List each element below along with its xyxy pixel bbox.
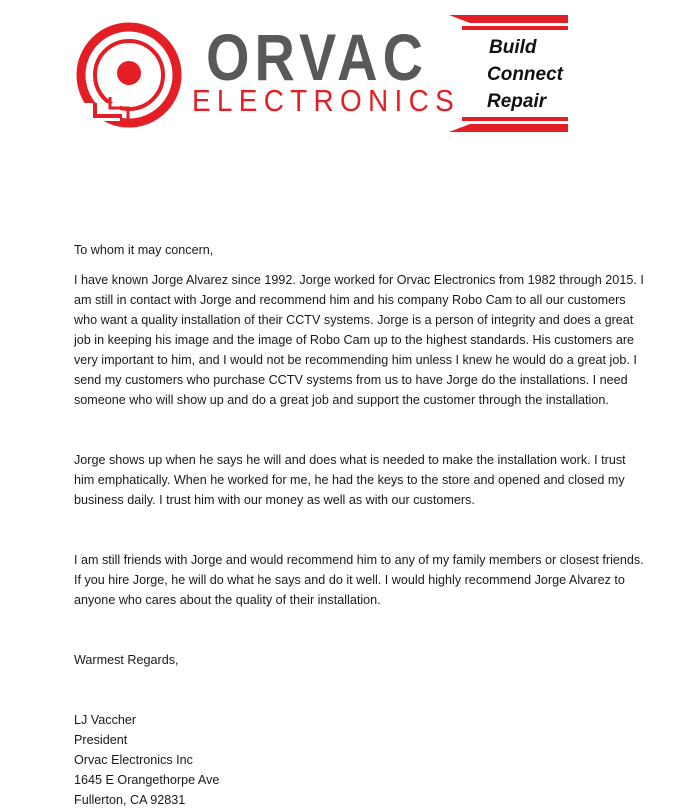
tagline-connect: Connect [487,64,563,85]
signer-title: President [74,733,128,747]
signature-block [74,710,644,810]
letterhead [0,0,699,150]
paragraph-1: I have known Jorge Alvarez since 1992. Jorge worked for Orvac Electronics from 1982 through 2015. I am still in contact with Jorge and recommend him and his company Robo Cam to all our customers who want a quality installation of their CCTV systems. Jorge is a person of integrity and does a great job in keeping his image and the image of Robo Cam up to the highest standards. His customers are very important to him, and I would not be recommending him unless I knew he would do a great job. I send my customers who purchase CCTV systems from us to have Jorge do the installations. I need someone who will show up and do a great job and support the customer through the installation. [74,273,644,407]
tagline-build: Build [489,37,537,58]
signer-name: LJ Vaccher [74,713,137,727]
brand-top-text: ORVAC [206,20,428,94]
paragraph-3: I am still friends with Jorge and would recommend him to any of my family members or closest friends. If you hire Jorge, he will do what he says and do it well. I would highly recommend Jorge Alvarez to anyone who cares about the quality of their installation. [74,553,644,607]
city-state-zip: Fullerton, CA 92831 [74,793,186,807]
salutation: To whom it may concern, [74,243,214,257]
company-name: Orvac Electronics Inc [74,753,193,767]
closing: Warmest Regards, [74,653,179,667]
letter-body [74,240,644,810]
street-address: 1645 E Orangethorpe Ave [74,773,220,787]
orvac-logo [0,0,699,150]
brand-bottom-text: ELECTRONICS [192,83,460,118]
paragraph-2: Jorge shows up when he says he will and does what is needed to make the installation work. I trust him emphatically. When he worked for me, he had the keys to the store and opened and closed my business daily. I trust him with our money as well as with our customers. [74,453,626,507]
tagline-repair: Repair [487,91,547,112]
orvac-emblem-icon [80,27,177,124]
